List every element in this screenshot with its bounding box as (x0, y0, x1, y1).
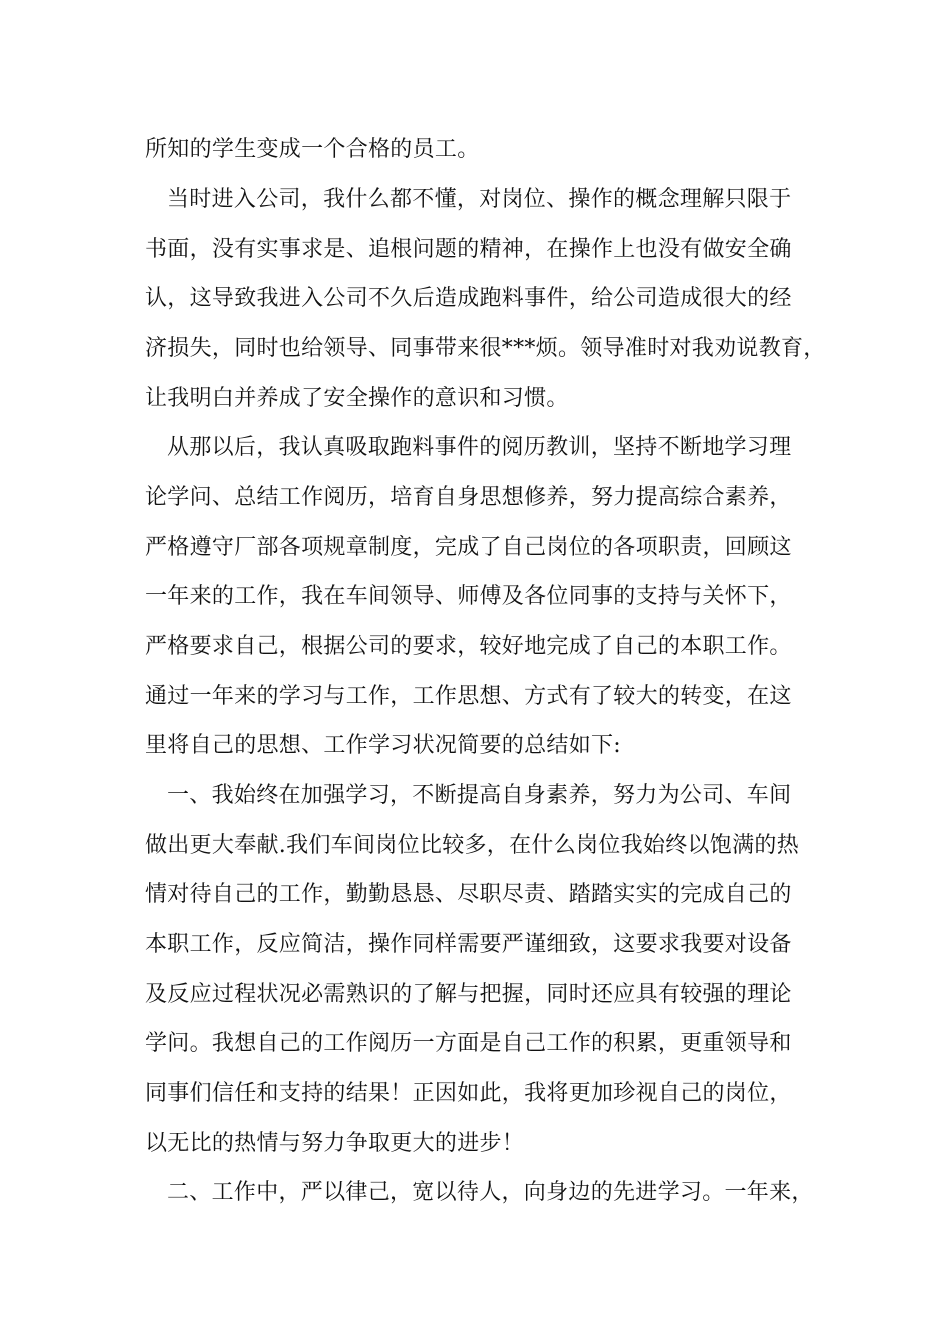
text-line-10: 一年来的工作，我在车间领导、师傅及各位同事的支持与关怀下， (145, 584, 792, 609)
text-line-13: 里将自己的思想、工作学习状况简要的总结如下: (145, 733, 622, 758)
text-line-11: 严格要求自己，根据公司的要求，较好地完成了自己的本职工作。 (145, 634, 792, 659)
text-line-16: 情对待自己的工作，勤勤恳恳、尽职尽责、踏踏实实的完成自己的 (145, 882, 792, 907)
text-line-15: 做出更大奉献.我们车间岗位比较多，在什么岗位我始终以饱满的热 (145, 833, 799, 858)
text-line-7: 从那以后，我认真吸取跑料事件的阅历教训，坚持不断地学习理 (167, 435, 792, 460)
text-line-18: 及反应过程状况必需熟识的了解与把握，同时还应具有较强的理论 (145, 982, 792, 1007)
text-line-14: 一、我始终在加强学习，不断提高自身素养，努力为公司、车间 (167, 783, 792, 808)
text-line-22: 二、工作中，严以律己，宽以待人，向身边的先进学习。一年来， (167, 1180, 814, 1205)
text-line-3: 书面，没有实事求是、追根问题的精神，在操作上也没有做安全确 (145, 237, 792, 262)
text-line-4: 认，这导致我进入公司不久后造成跑料事件，给公司造成很大的经 (145, 286, 792, 311)
text-line-20: 同事们信任和支持的结果！正因如此，我将更加珍视自己的岗位， (145, 1081, 792, 1106)
text-line-5: 济损失，同时也给领导、同事带来很***烦。领导准时对我劝说教育， (145, 336, 826, 361)
text-line-1: 所知的学生变成一个合格的员工。 (145, 137, 480, 162)
text-line-12: 通过一年来的学习与工作，工作思想、方式有了较大的转变，在这 (145, 684, 792, 709)
text-line-17: 本职工作，反应简洁，操作同样需要严谨细致，这要求我要对设备 (145, 932, 792, 957)
text-line-6: 让我明白并养成了安全操作的意识和习惯。 (145, 386, 569, 411)
text-line-19: 学问。我想自己的工作阅历一方面是自己工作的积累，更重领导和 (145, 1031, 792, 1056)
text-line-8: 论学问、总结工作阅历，培育自身思想修养，努力提高综合素养， (145, 485, 792, 510)
text-line-21: 以无比的热情与努力争取更大的进步！ (145, 1131, 525, 1156)
text-line-9: 严格遵守厂部各项规章制度，完成了自己岗位的各项职责，回顾这 (145, 535, 792, 560)
text-line-2: 当时进入公司，我什么都不懂，对岗位、操作的概念理解只限于 (167, 187, 792, 212)
